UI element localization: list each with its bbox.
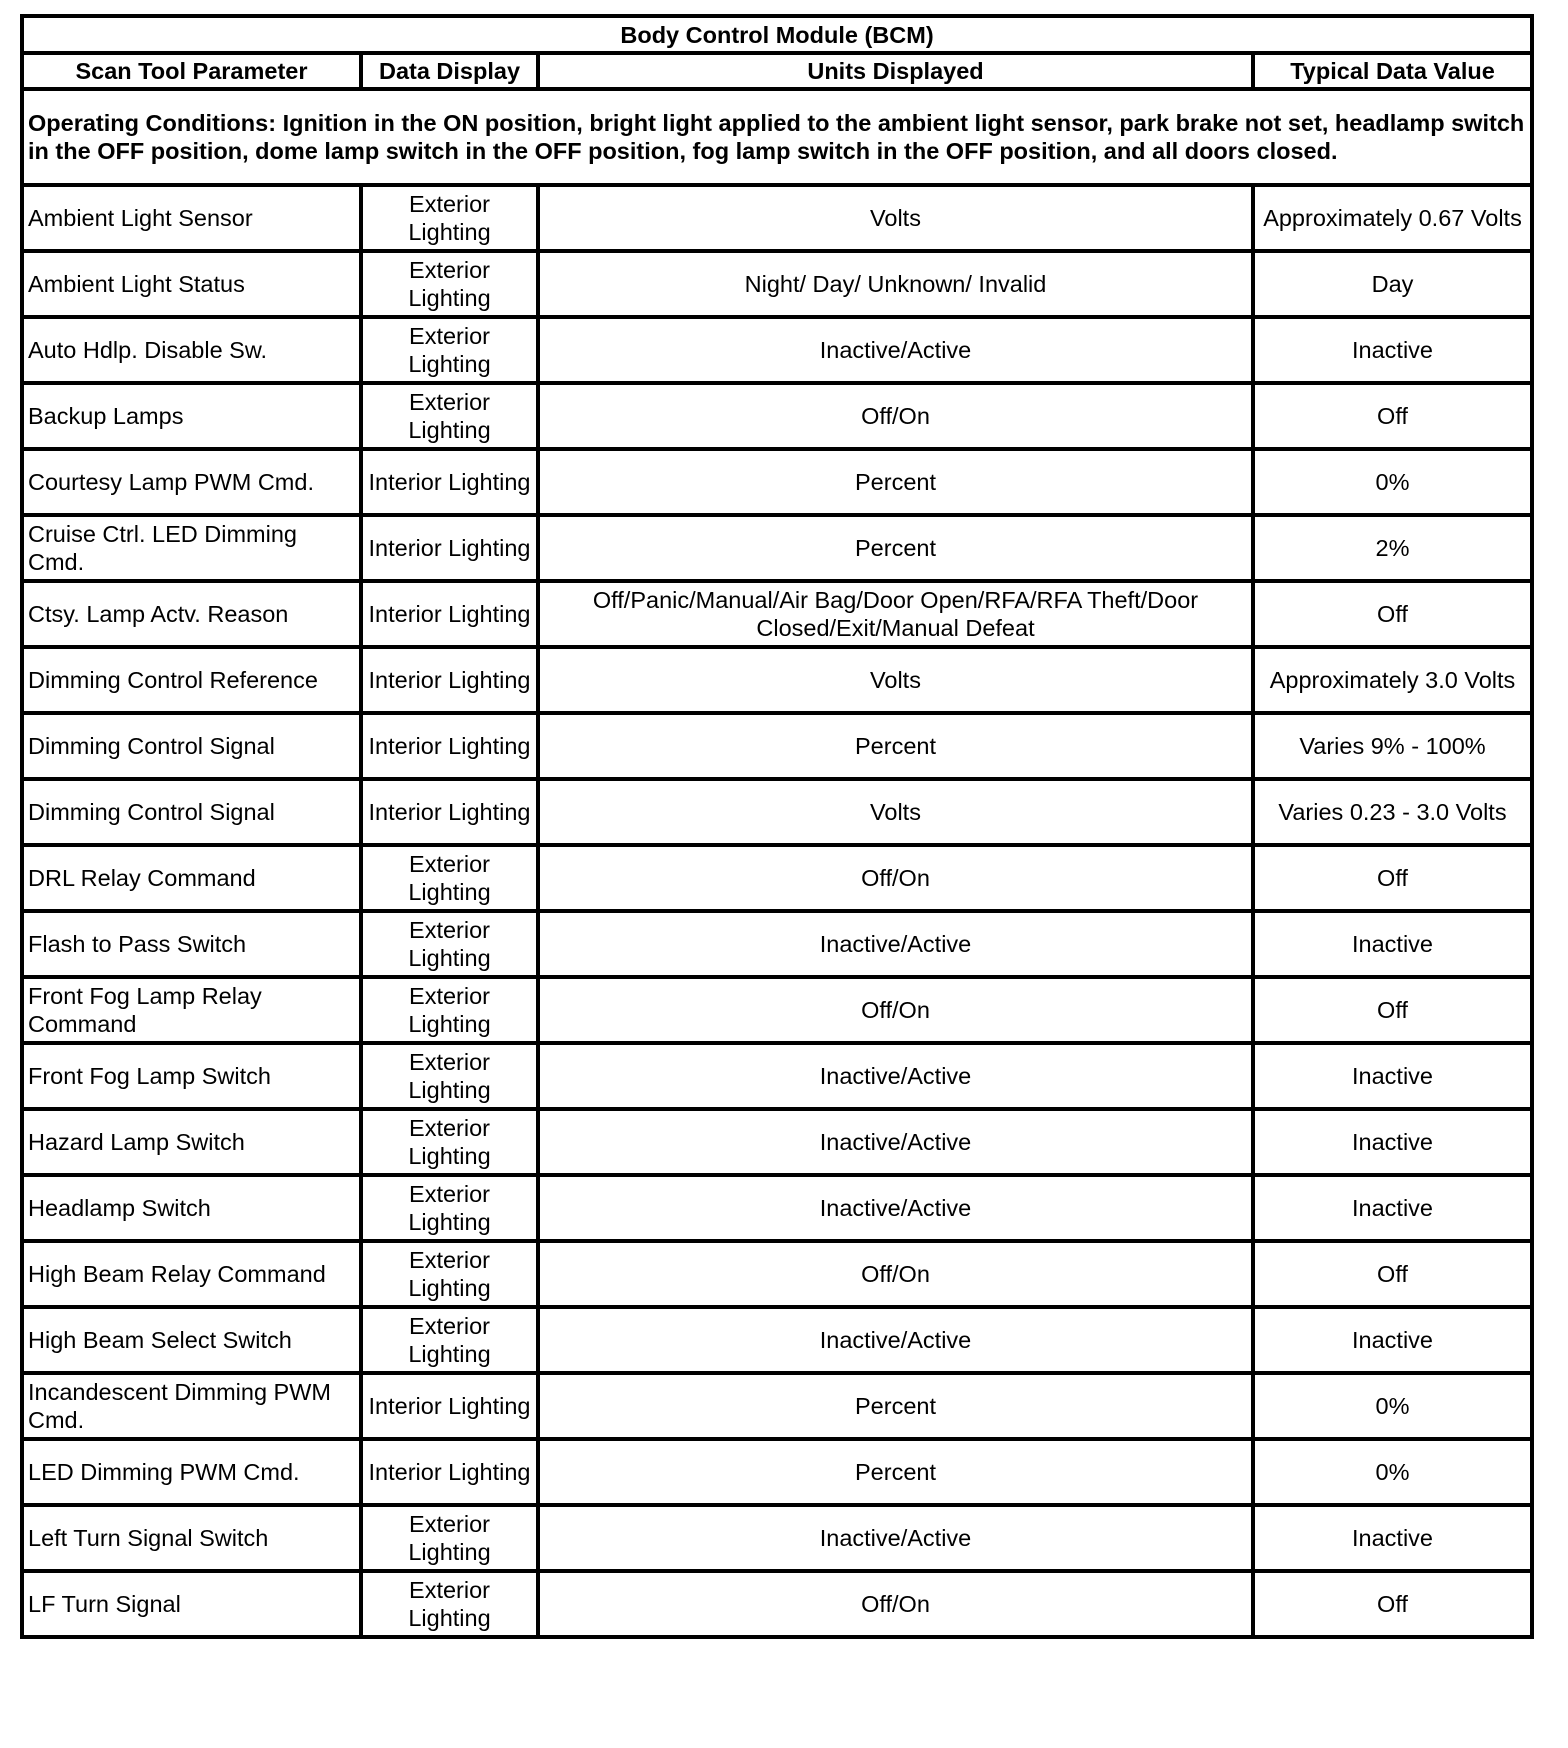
typical-data-value-cell: Varies 9% - 100% bbox=[1253, 713, 1532, 779]
table-row bbox=[22, 449, 1532, 515]
table-row bbox=[22, 1109, 1532, 1175]
operating-conditions-row bbox=[22, 89, 1532, 185]
data-display-cell: Interior Lighting bbox=[361, 647, 538, 713]
data-display-cell: Exterior Lighting bbox=[361, 1043, 538, 1109]
table-row bbox=[22, 911, 1532, 977]
table-row bbox=[22, 581, 1532, 647]
units-displayed-cell: Inactive/Active bbox=[538, 1307, 1253, 1373]
parameter-cell: Backup Lamps bbox=[22, 383, 361, 449]
typical-data-value-cell: Off bbox=[1253, 845, 1532, 911]
bcm-data-table bbox=[20, 14, 1534, 1639]
parameter-cell: DRL Relay Command bbox=[22, 845, 361, 911]
typical-data-value-cell: Off bbox=[1253, 581, 1532, 647]
table-row bbox=[22, 1571, 1532, 1637]
table-row bbox=[22, 713, 1532, 779]
typical-data-value-cell: 0% bbox=[1253, 1439, 1532, 1505]
typical-data-value-cell: Inactive bbox=[1253, 1307, 1532, 1373]
units-displayed-cell: Percent bbox=[538, 1439, 1253, 1505]
units-displayed-cell: Percent bbox=[538, 713, 1253, 779]
units-displayed-cell: Inactive/Active bbox=[538, 1175, 1253, 1241]
parameter-cell: Courtesy Lamp PWM Cmd. bbox=[22, 449, 361, 515]
data-display-cell: Exterior Lighting bbox=[361, 1175, 538, 1241]
table-row bbox=[22, 383, 1532, 449]
parameter-cell: LF Turn Signal bbox=[22, 1571, 361, 1637]
parameter-cell: High Beam Relay Command bbox=[22, 1241, 361, 1307]
title-row bbox=[22, 16, 1532, 53]
header-data-display: Data Display bbox=[361, 53, 538, 89]
typical-data-value-cell: Inactive bbox=[1253, 1505, 1532, 1571]
parameter-cell: Flash to Pass Switch bbox=[22, 911, 361, 977]
table-row bbox=[22, 185, 1532, 251]
parameter-cell: Dimming Control Signal bbox=[22, 779, 361, 845]
units-displayed-cell: Off/On bbox=[538, 845, 1253, 911]
table-row bbox=[22, 779, 1532, 845]
parameter-cell: Left Turn Signal Switch bbox=[22, 1505, 361, 1571]
table-row bbox=[22, 317, 1532, 383]
units-displayed-cell: Volts bbox=[538, 647, 1253, 713]
data-display-cell: Interior Lighting bbox=[361, 713, 538, 779]
parameter-cell: Dimming Control Reference bbox=[22, 647, 361, 713]
data-display-cell: Exterior Lighting bbox=[361, 1241, 538, 1307]
data-display-cell: Exterior Lighting bbox=[361, 1307, 538, 1373]
data-display-cell: Exterior Lighting bbox=[361, 1109, 538, 1175]
table-row bbox=[22, 1043, 1532, 1109]
typical-data-value-cell: Inactive bbox=[1253, 1109, 1532, 1175]
table-row bbox=[22, 1505, 1532, 1571]
parameter-cell: High Beam Select Switch bbox=[22, 1307, 361, 1373]
parameter-cell: LED Dimming PWM Cmd. bbox=[22, 1439, 361, 1505]
typical-data-value-cell: Inactive bbox=[1253, 911, 1532, 977]
typical-data-value-cell: Inactive bbox=[1253, 317, 1532, 383]
data-display-cell: Exterior Lighting bbox=[361, 977, 538, 1043]
units-displayed-cell: Volts bbox=[538, 185, 1253, 251]
parameter-cell: Headlamp Switch bbox=[22, 1175, 361, 1241]
units-displayed-cell: Off/On bbox=[538, 977, 1253, 1043]
header-row bbox=[22, 53, 1532, 89]
parameter-cell: Dimming Control Signal bbox=[22, 713, 361, 779]
units-displayed-cell: Percent bbox=[538, 449, 1253, 515]
header-typical-data-value: Typical Data Value bbox=[1253, 53, 1532, 89]
parameter-cell: Cruise Ctrl. LED Dimming Cmd. bbox=[22, 515, 361, 581]
table-row bbox=[22, 977, 1532, 1043]
parameter-cell: Ambient Light Sensor bbox=[22, 185, 361, 251]
data-display-cell: Interior Lighting bbox=[361, 1439, 538, 1505]
units-displayed-cell: Off/On bbox=[538, 1571, 1253, 1637]
table-row bbox=[22, 1373, 1532, 1439]
data-display-cell: Exterior Lighting bbox=[361, 251, 538, 317]
parameter-cell: Auto Hdlp. Disable Sw. bbox=[22, 317, 361, 383]
parameter-cell: Front Fog Lamp Switch bbox=[22, 1043, 361, 1109]
typical-data-value-cell: Approximately 3.0 Volts bbox=[1253, 647, 1532, 713]
units-displayed-cell: Inactive/Active bbox=[538, 1109, 1253, 1175]
parameter-cell: Incandescent Dimming PWM Cmd. bbox=[22, 1373, 361, 1439]
units-displayed-cell: Inactive/Active bbox=[538, 317, 1253, 383]
typical-data-value-cell: Off bbox=[1253, 383, 1532, 449]
typical-data-value-cell: Approximately 0.67 Volts bbox=[1253, 185, 1532, 251]
typical-data-value-cell: Day bbox=[1253, 251, 1532, 317]
units-displayed-cell: Night/ Day/ Unknown/ Invalid bbox=[538, 251, 1253, 317]
typical-data-value-cell: Off bbox=[1253, 977, 1532, 1043]
table-row bbox=[22, 1307, 1532, 1373]
data-display-cell: Interior Lighting bbox=[361, 449, 538, 515]
data-display-cell: Exterior Lighting bbox=[361, 911, 538, 977]
table-row bbox=[22, 647, 1532, 713]
typical-data-value-cell: Inactive bbox=[1253, 1175, 1532, 1241]
parameter-cell: Hazard Lamp Switch bbox=[22, 1109, 361, 1175]
data-display-cell: Exterior Lighting bbox=[361, 1505, 538, 1571]
data-display-cell: Exterior Lighting bbox=[361, 845, 538, 911]
data-display-cell: Exterior Lighting bbox=[361, 383, 538, 449]
typical-data-value-cell: Off bbox=[1253, 1241, 1532, 1307]
typical-data-value-cell: 2% bbox=[1253, 515, 1532, 581]
parameter-cell: Ambient Light Status bbox=[22, 251, 361, 317]
typical-data-value-cell: Inactive bbox=[1253, 1043, 1532, 1109]
parameter-cell: Front Fog Lamp Relay Command bbox=[22, 977, 361, 1043]
data-display-cell: Exterior Lighting bbox=[361, 1571, 538, 1637]
table-row bbox=[22, 515, 1532, 581]
units-displayed-cell: Volts bbox=[538, 779, 1253, 845]
data-display-cell: Exterior Lighting bbox=[361, 317, 538, 383]
units-displayed-cell: Inactive/Active bbox=[538, 1505, 1253, 1571]
data-display-cell: Interior Lighting bbox=[361, 515, 538, 581]
table-title: Body Control Module (BCM) bbox=[22, 16, 1532, 53]
units-displayed-cell: Off/On bbox=[538, 1241, 1253, 1307]
units-displayed-cell: Inactive/Active bbox=[538, 911, 1253, 977]
data-display-cell: Interior Lighting bbox=[361, 779, 538, 845]
header-units-displayed: Units Displayed bbox=[538, 53, 1253, 89]
header-scan-tool-parameter: Scan Tool Parameter bbox=[22, 53, 361, 89]
table-row bbox=[22, 1439, 1532, 1505]
typical-data-value-cell: 0% bbox=[1253, 449, 1532, 515]
units-displayed-cell: Percent bbox=[538, 515, 1253, 581]
table-row bbox=[22, 251, 1532, 317]
units-displayed-cell: Off/On bbox=[538, 383, 1253, 449]
data-display-cell: Interior Lighting bbox=[361, 581, 538, 647]
table-row bbox=[22, 1175, 1532, 1241]
units-displayed-cell: Percent bbox=[538, 1373, 1253, 1439]
table-row bbox=[22, 845, 1532, 911]
data-display-cell: Interior Lighting bbox=[361, 1373, 538, 1439]
table-row bbox=[22, 1241, 1532, 1307]
typical-data-value-cell: 0% bbox=[1253, 1373, 1532, 1439]
units-displayed-cell: Off/Panic/Manual/Air Bag/Door Open/RFA/RFA Theft/Door Closed/Exit/Manual Defeat bbox=[538, 581, 1253, 647]
operating-conditions: Operating Conditions: Ignition in the ON position, bright light applied to the ambient light sensor, park brake not set, headlamp switch in the OFF position, dome lamp switch in the OFF position, fog lamp switch in the OFF position, and all doors closed. bbox=[22, 89, 1532, 185]
parameter-cell: Ctsy. Lamp Actv. Reason bbox=[22, 581, 361, 647]
typical-data-value-cell: Varies 0.23 - 3.0 Volts bbox=[1253, 779, 1532, 845]
typical-data-value-cell: Off bbox=[1253, 1571, 1532, 1637]
data-display-cell: Exterior Lighting bbox=[361, 185, 538, 251]
units-displayed-cell: Inactive/Active bbox=[538, 1043, 1253, 1109]
